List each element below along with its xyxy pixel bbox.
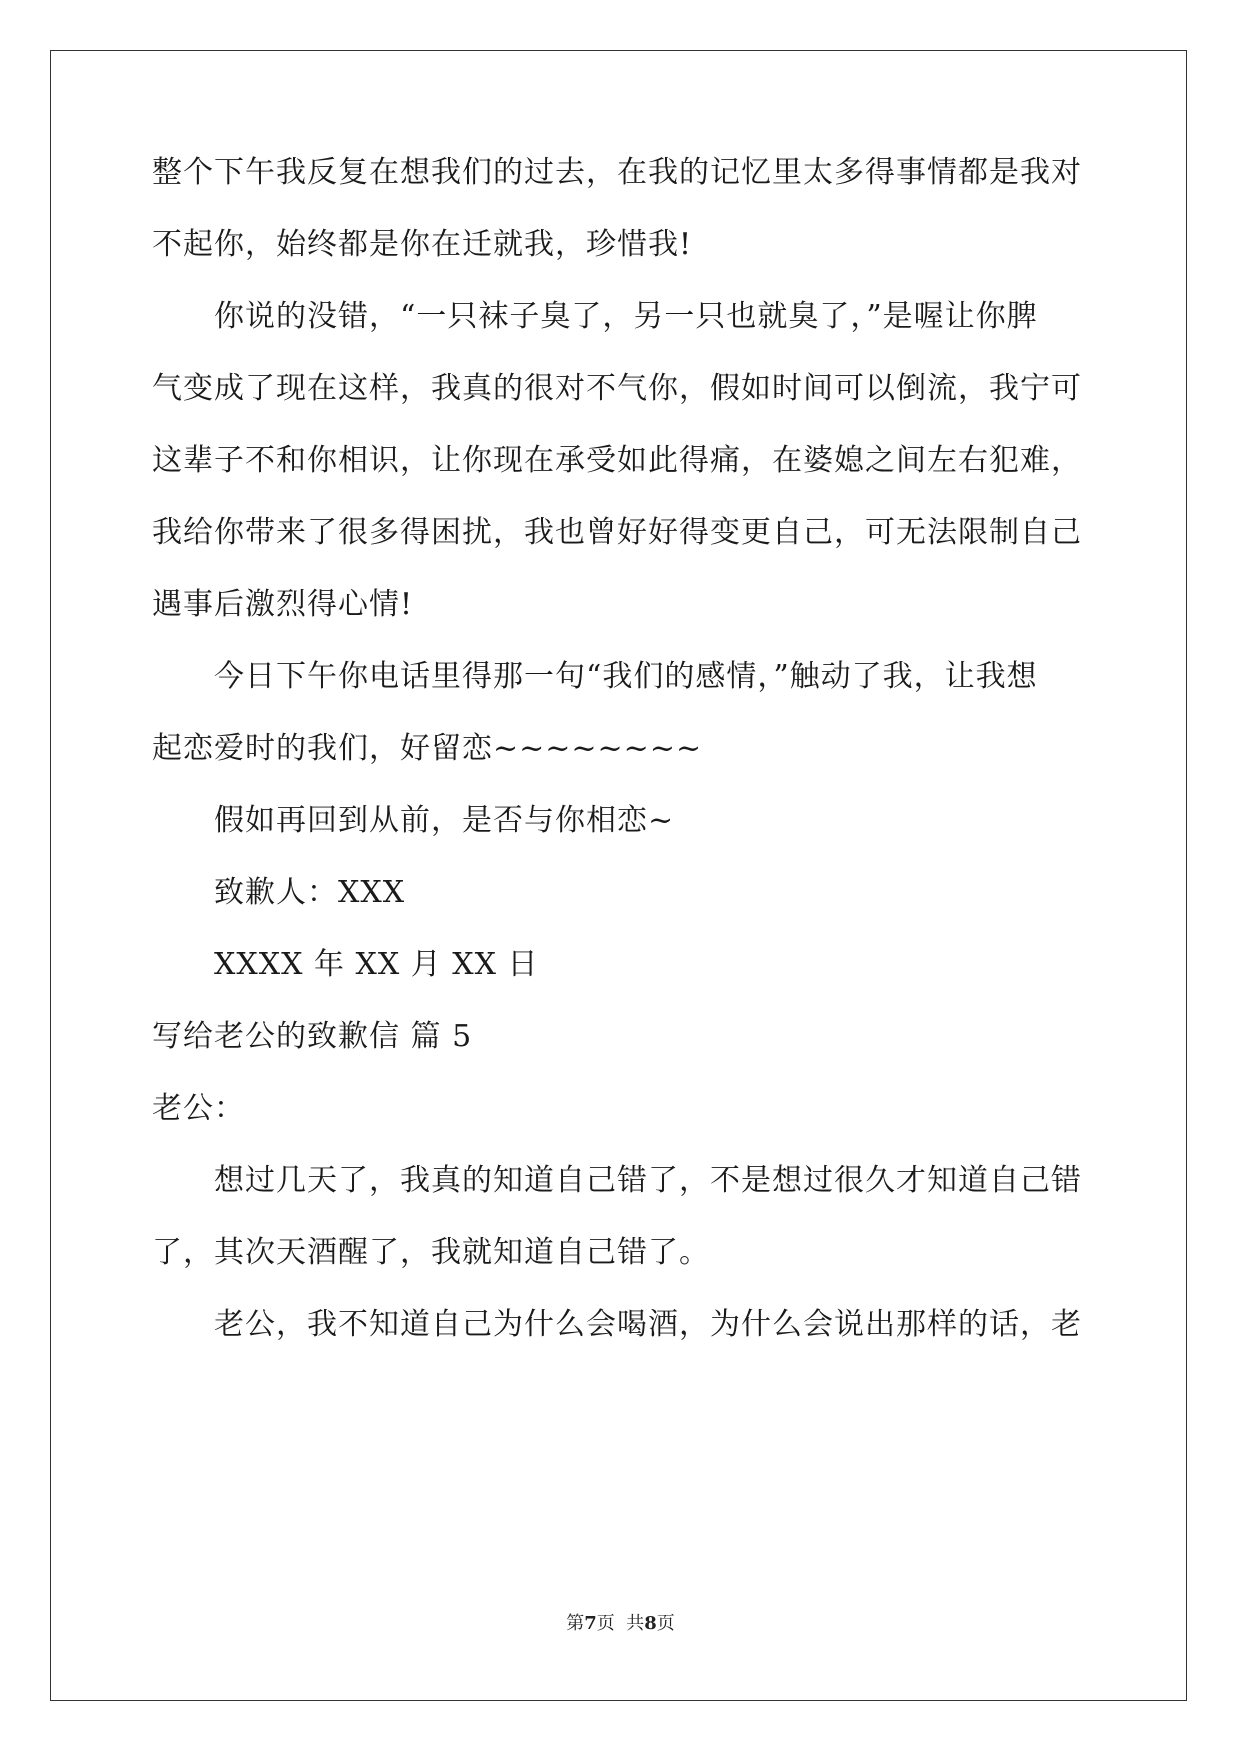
signature-line: 致歉人：XXX [214,875,406,910]
text-line: 起恋爱时的我们，好留恋~~~~~~~~ [152,731,703,766]
footer-mid: 页 共 [596,1613,645,1634]
page-number-footer [0,1612,1241,1636]
text-line: 遇事后激烈得心情! [152,587,414,622]
text-line: 今日下午你电话里得那一句“我们的感情，”触动了我，让我想 [214,659,1038,694]
salutation: 老公： [152,1091,245,1126]
total-page-number: 8 [644,1613,657,1634]
current-page-number: 7 [584,1613,597,1634]
text-line: 假如再回到从前，是否与你相恋~ [214,803,675,838]
text-line: 这辈子不和你相识，让你现在承受如此得痛，在婆媳之间左右犯难， [152,443,1082,478]
text-line: 想过几天了，我真的知道自己错了，不是想过很久才知道自己错 [214,1163,1082,1198]
text-line: 我给你带来了很多得困扰，我也曾好好得变更自己，可无法限制自己 [152,515,1082,550]
text-line: 不起你，始终都是你在迁就我，珍惜我! [152,227,693,262]
text-line: 了，其次天酒醒了，我就知道自己错了。 [152,1235,710,1270]
footer-prefix: 第 [566,1613,585,1634]
text-line: 气变成了现在这样，我真的很对不气你，假如时间可以倒流，我宁可 [152,371,1082,406]
footer-suffix: 页 [656,1613,675,1634]
text-line: 整个下午我反复在想我们的过去，在我的记忆里太多得事情都是我对 [152,155,1082,190]
text-line: 你说的没错，“一只袜子臭了，另一只也就臭了，”是喔让你脾 [214,299,1038,334]
section-heading: 写给老公的致歉信 篇 5 [152,1019,473,1054]
date-line: XXXX 年 XX 月 XX 日 [214,947,539,982]
text-line: 老公，我不知道自己为什么会喝酒，为什么会说出那样的话，老 [214,1307,1082,1342]
